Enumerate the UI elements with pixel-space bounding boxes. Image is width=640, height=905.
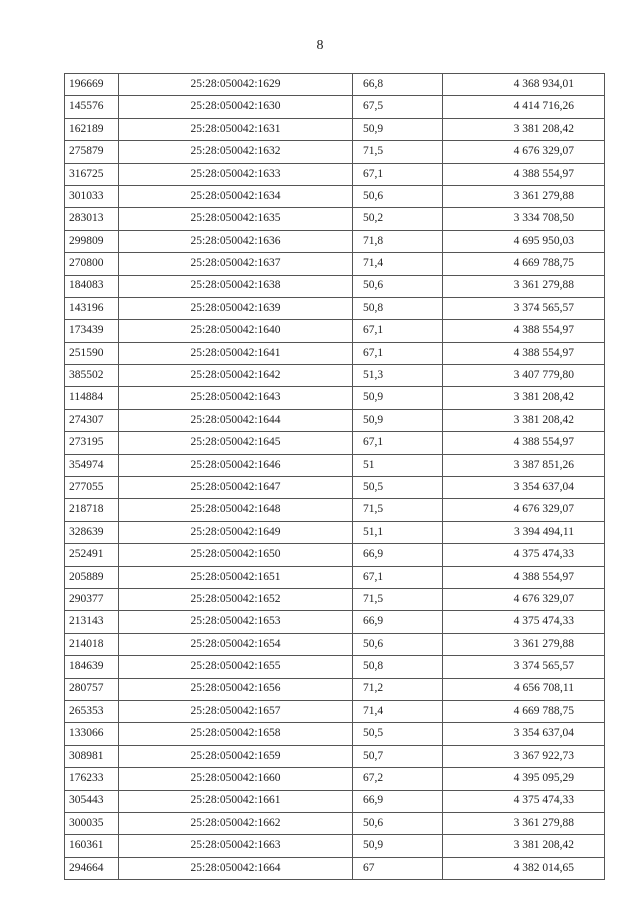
cadastral-number-cell: 25:28:050042:1635 bbox=[119, 208, 353, 230]
table-row bbox=[65, 74, 605, 96]
value-cell: 4 676 329,07 bbox=[443, 588, 605, 610]
area-cell: 50,7 bbox=[353, 745, 443, 767]
area-cell: 50,6 bbox=[353, 275, 443, 297]
record-id-cell: 176233 bbox=[65, 768, 119, 790]
cadastral-number-cell: 25:28:050042:1662 bbox=[119, 812, 353, 834]
area-cell: 67,1 bbox=[353, 342, 443, 364]
area-cell: 50,5 bbox=[353, 723, 443, 745]
record-id-cell: 305443 bbox=[65, 790, 119, 812]
table-row bbox=[65, 678, 605, 700]
area-cell: 71,5 bbox=[353, 141, 443, 163]
record-id-cell: 143196 bbox=[65, 297, 119, 319]
cadastral-number-cell: 25:28:050042:1634 bbox=[119, 185, 353, 207]
cadastral-number-cell: 25:28:050042:1660 bbox=[119, 768, 353, 790]
value-cell: 3 361 279,88 bbox=[443, 633, 605, 655]
record-id-cell: 354974 bbox=[65, 454, 119, 476]
table-row bbox=[65, 208, 605, 230]
table-row bbox=[65, 812, 605, 834]
table-body bbox=[65, 74, 605, 880]
value-cell: 4 695 950,03 bbox=[443, 230, 605, 252]
cadastral-number-cell: 25:28:050042:1644 bbox=[119, 409, 353, 431]
area-cell: 67,2 bbox=[353, 768, 443, 790]
value-cell: 3 361 279,88 bbox=[443, 185, 605, 207]
value-cell: 3 334 708,50 bbox=[443, 208, 605, 230]
record-id-cell: 162189 bbox=[65, 118, 119, 140]
area-cell: 71,4 bbox=[353, 253, 443, 275]
area-cell: 71,8 bbox=[353, 230, 443, 252]
table-row bbox=[65, 297, 605, 319]
cadastral-number-cell: 25:28:050042:1647 bbox=[119, 477, 353, 499]
area-cell: 67 bbox=[353, 857, 443, 879]
value-cell: 3 367 922,73 bbox=[443, 745, 605, 767]
record-id-cell: 277055 bbox=[65, 477, 119, 499]
record-id-cell: 301033 bbox=[65, 185, 119, 207]
cadastral-number-cell: 25:28:050042:1639 bbox=[119, 297, 353, 319]
table-row bbox=[65, 588, 605, 610]
cadastral-number-cell: 25:28:050042:1641 bbox=[119, 342, 353, 364]
property-table bbox=[64, 73, 605, 880]
record-id-cell: 308981 bbox=[65, 745, 119, 767]
table-row bbox=[65, 768, 605, 790]
cadastral-number-cell: 25:28:050042:1664 bbox=[119, 857, 353, 879]
cadastral-number-cell: 25:28:050042:1659 bbox=[119, 745, 353, 767]
area-cell: 66,9 bbox=[353, 611, 443, 633]
area-cell: 50,6 bbox=[353, 633, 443, 655]
cadastral-number-cell: 25:28:050042:1645 bbox=[119, 432, 353, 454]
value-cell: 3 381 208,42 bbox=[443, 835, 605, 857]
value-cell: 4 669 788,75 bbox=[443, 700, 605, 722]
value-cell: 4 368 934,01 bbox=[443, 74, 605, 96]
cadastral-number-cell: 25:28:050042:1648 bbox=[119, 499, 353, 521]
cadastral-number-cell: 25:28:050042:1633 bbox=[119, 163, 353, 185]
area-cell: 71,4 bbox=[353, 700, 443, 722]
record-id-cell: 184083 bbox=[65, 275, 119, 297]
value-cell: 3 374 565,57 bbox=[443, 656, 605, 678]
value-cell: 4 388 554,97 bbox=[443, 566, 605, 588]
table-row bbox=[65, 857, 605, 879]
table-row bbox=[65, 656, 605, 678]
record-id-cell: 274307 bbox=[65, 409, 119, 431]
value-cell: 4 395 095,29 bbox=[443, 768, 605, 790]
table-row bbox=[65, 365, 605, 387]
record-id-cell: 275879 bbox=[65, 141, 119, 163]
cadastral-number-cell: 25:28:050042:1629 bbox=[119, 74, 353, 96]
record-id-cell: 160361 bbox=[65, 835, 119, 857]
table-row bbox=[65, 342, 605, 364]
value-cell: 4 375 474,33 bbox=[443, 544, 605, 566]
table-row bbox=[65, 633, 605, 655]
table-row bbox=[65, 544, 605, 566]
record-id-cell: 294664 bbox=[65, 857, 119, 879]
table-row bbox=[65, 790, 605, 812]
record-id-cell: 214018 bbox=[65, 633, 119, 655]
record-id-cell: 145576 bbox=[65, 96, 119, 118]
table-row bbox=[65, 611, 605, 633]
area-cell: 50,2 bbox=[353, 208, 443, 230]
value-cell: 4 669 788,75 bbox=[443, 253, 605, 275]
record-id-cell: 385502 bbox=[65, 365, 119, 387]
value-cell: 4 382 014,65 bbox=[443, 857, 605, 879]
value-cell: 3 387 851,26 bbox=[443, 454, 605, 476]
record-id-cell: 265353 bbox=[65, 700, 119, 722]
record-id-cell: 205889 bbox=[65, 566, 119, 588]
cadastral-number-cell: 25:28:050042:1638 bbox=[119, 275, 353, 297]
table-row bbox=[65, 454, 605, 476]
cadastral-number-cell: 25:28:050042:1657 bbox=[119, 700, 353, 722]
cadastral-number-cell: 25:28:050042:1636 bbox=[119, 230, 353, 252]
record-id-cell: 273195 bbox=[65, 432, 119, 454]
table-row bbox=[65, 409, 605, 431]
cadastral-number-cell: 25:28:050042:1655 bbox=[119, 656, 353, 678]
value-cell: 3 361 279,88 bbox=[443, 812, 605, 834]
record-id-cell: 316725 bbox=[65, 163, 119, 185]
cadastral-number-cell: 25:28:050042:1637 bbox=[119, 253, 353, 275]
cadastral-number-cell: 25:28:050042:1663 bbox=[119, 835, 353, 857]
area-cell: 50,8 bbox=[353, 656, 443, 678]
cadastral-number-cell: 25:28:050042:1654 bbox=[119, 633, 353, 655]
table-row bbox=[65, 477, 605, 499]
cadastral-number-cell: 25:28:050042:1652 bbox=[119, 588, 353, 610]
area-cell: 67,1 bbox=[353, 432, 443, 454]
record-id-cell: 251590 bbox=[65, 342, 119, 364]
table-row bbox=[65, 835, 605, 857]
cadastral-number-cell: 25:28:050042:1656 bbox=[119, 678, 353, 700]
value-cell: 3 394 494,11 bbox=[443, 521, 605, 543]
value-cell: 4 375 474,33 bbox=[443, 611, 605, 633]
value-cell: 4 656 708,11 bbox=[443, 678, 605, 700]
area-cell: 50,9 bbox=[353, 387, 443, 409]
table-row bbox=[65, 141, 605, 163]
table-row bbox=[65, 499, 605, 521]
value-cell: 3 381 208,42 bbox=[443, 387, 605, 409]
cadastral-number-cell: 25:28:050042:1650 bbox=[119, 544, 353, 566]
area-cell: 50,6 bbox=[353, 185, 443, 207]
table-row bbox=[65, 230, 605, 252]
area-cell: 51,1 bbox=[353, 521, 443, 543]
area-cell: 67,5 bbox=[353, 96, 443, 118]
cadastral-number-cell: 25:28:050042:1640 bbox=[119, 320, 353, 342]
table-row bbox=[65, 700, 605, 722]
table-row bbox=[65, 118, 605, 140]
table-row bbox=[65, 745, 605, 767]
cadastral-number-cell: 25:28:050042:1643 bbox=[119, 387, 353, 409]
cadastral-number-cell: 25:28:050042:1661 bbox=[119, 790, 353, 812]
record-id-cell: 270800 bbox=[65, 253, 119, 275]
area-cell: 67,1 bbox=[353, 566, 443, 588]
record-id-cell: 328639 bbox=[65, 521, 119, 543]
area-cell: 66,9 bbox=[353, 544, 443, 566]
table-row bbox=[65, 253, 605, 275]
record-id-cell: 218718 bbox=[65, 499, 119, 521]
cadastral-number-cell: 25:28:050042:1651 bbox=[119, 566, 353, 588]
table-row bbox=[65, 163, 605, 185]
cadastral-number-cell: 25:28:050042:1658 bbox=[119, 723, 353, 745]
area-cell: 71,5 bbox=[353, 588, 443, 610]
value-cell: 4 388 554,97 bbox=[443, 432, 605, 454]
area-cell: 67,1 bbox=[353, 320, 443, 342]
table-row bbox=[65, 432, 605, 454]
cadastral-number-cell: 25:28:050042:1649 bbox=[119, 521, 353, 543]
area-cell: 66,9 bbox=[353, 790, 443, 812]
table-row bbox=[65, 521, 605, 543]
table-row bbox=[65, 387, 605, 409]
record-id-cell: 280757 bbox=[65, 678, 119, 700]
record-id-cell: 196669 bbox=[65, 74, 119, 96]
value-cell: 4 676 329,07 bbox=[443, 499, 605, 521]
value-cell: 4 414 716,26 bbox=[443, 96, 605, 118]
value-cell: 3 374 565,57 bbox=[443, 297, 605, 319]
area-cell: 50,9 bbox=[353, 409, 443, 431]
area-cell: 51,3 bbox=[353, 365, 443, 387]
cadastral-number-cell: 25:28:050042:1631 bbox=[119, 118, 353, 140]
value-cell: 3 407 779,80 bbox=[443, 365, 605, 387]
value-cell: 4 676 329,07 bbox=[443, 141, 605, 163]
table-row bbox=[65, 275, 605, 297]
area-cell: 51 bbox=[353, 454, 443, 476]
area-cell: 50,8 bbox=[353, 297, 443, 319]
table-row bbox=[65, 185, 605, 207]
table-row bbox=[65, 96, 605, 118]
cadastral-number-cell: 25:28:050042:1630 bbox=[119, 96, 353, 118]
cadastral-number-cell: 25:28:050042:1653 bbox=[119, 611, 353, 633]
cadastral-number-cell: 25:28:050042:1642 bbox=[119, 365, 353, 387]
record-id-cell: 184639 bbox=[65, 656, 119, 678]
record-id-cell: 133066 bbox=[65, 723, 119, 745]
page-number: 8 bbox=[316, 38, 324, 53]
value-cell: 3 354 637,04 bbox=[443, 477, 605, 499]
record-id-cell: 114884 bbox=[65, 387, 119, 409]
value-cell: 3 381 208,42 bbox=[443, 409, 605, 431]
area-cell: 71,2 bbox=[353, 678, 443, 700]
value-cell: 3 354 637,04 bbox=[443, 723, 605, 745]
table-row bbox=[65, 566, 605, 588]
record-id-cell: 300035 bbox=[65, 812, 119, 834]
record-id-cell: 283013 bbox=[65, 208, 119, 230]
value-cell: 4 388 554,97 bbox=[443, 342, 605, 364]
value-cell: 3 361 279,88 bbox=[443, 275, 605, 297]
cadastral-number-cell: 25:28:050042:1632 bbox=[119, 141, 353, 163]
table-row bbox=[65, 320, 605, 342]
value-cell: 4 388 554,97 bbox=[443, 163, 605, 185]
area-cell: 50,5 bbox=[353, 477, 443, 499]
table-row bbox=[65, 723, 605, 745]
area-cell: 50,6 bbox=[353, 812, 443, 834]
area-cell: 71,5 bbox=[353, 499, 443, 521]
value-cell: 3 381 208,42 bbox=[443, 118, 605, 140]
record-id-cell: 213143 bbox=[65, 611, 119, 633]
cadastral-number-cell: 25:28:050042:1646 bbox=[119, 454, 353, 476]
area-cell: 50,9 bbox=[353, 835, 443, 857]
record-id-cell: 290377 bbox=[65, 588, 119, 610]
area-cell: 66,8 bbox=[353, 74, 443, 96]
record-id-cell: 252491 bbox=[65, 544, 119, 566]
record-id-cell: 173439 bbox=[65, 320, 119, 342]
record-id-cell: 299809 bbox=[65, 230, 119, 252]
value-cell: 4 388 554,97 bbox=[443, 320, 605, 342]
area-cell: 50,9 bbox=[353, 118, 443, 140]
area-cell: 67,1 bbox=[353, 163, 443, 185]
value-cell: 4 375 474,33 bbox=[443, 790, 605, 812]
